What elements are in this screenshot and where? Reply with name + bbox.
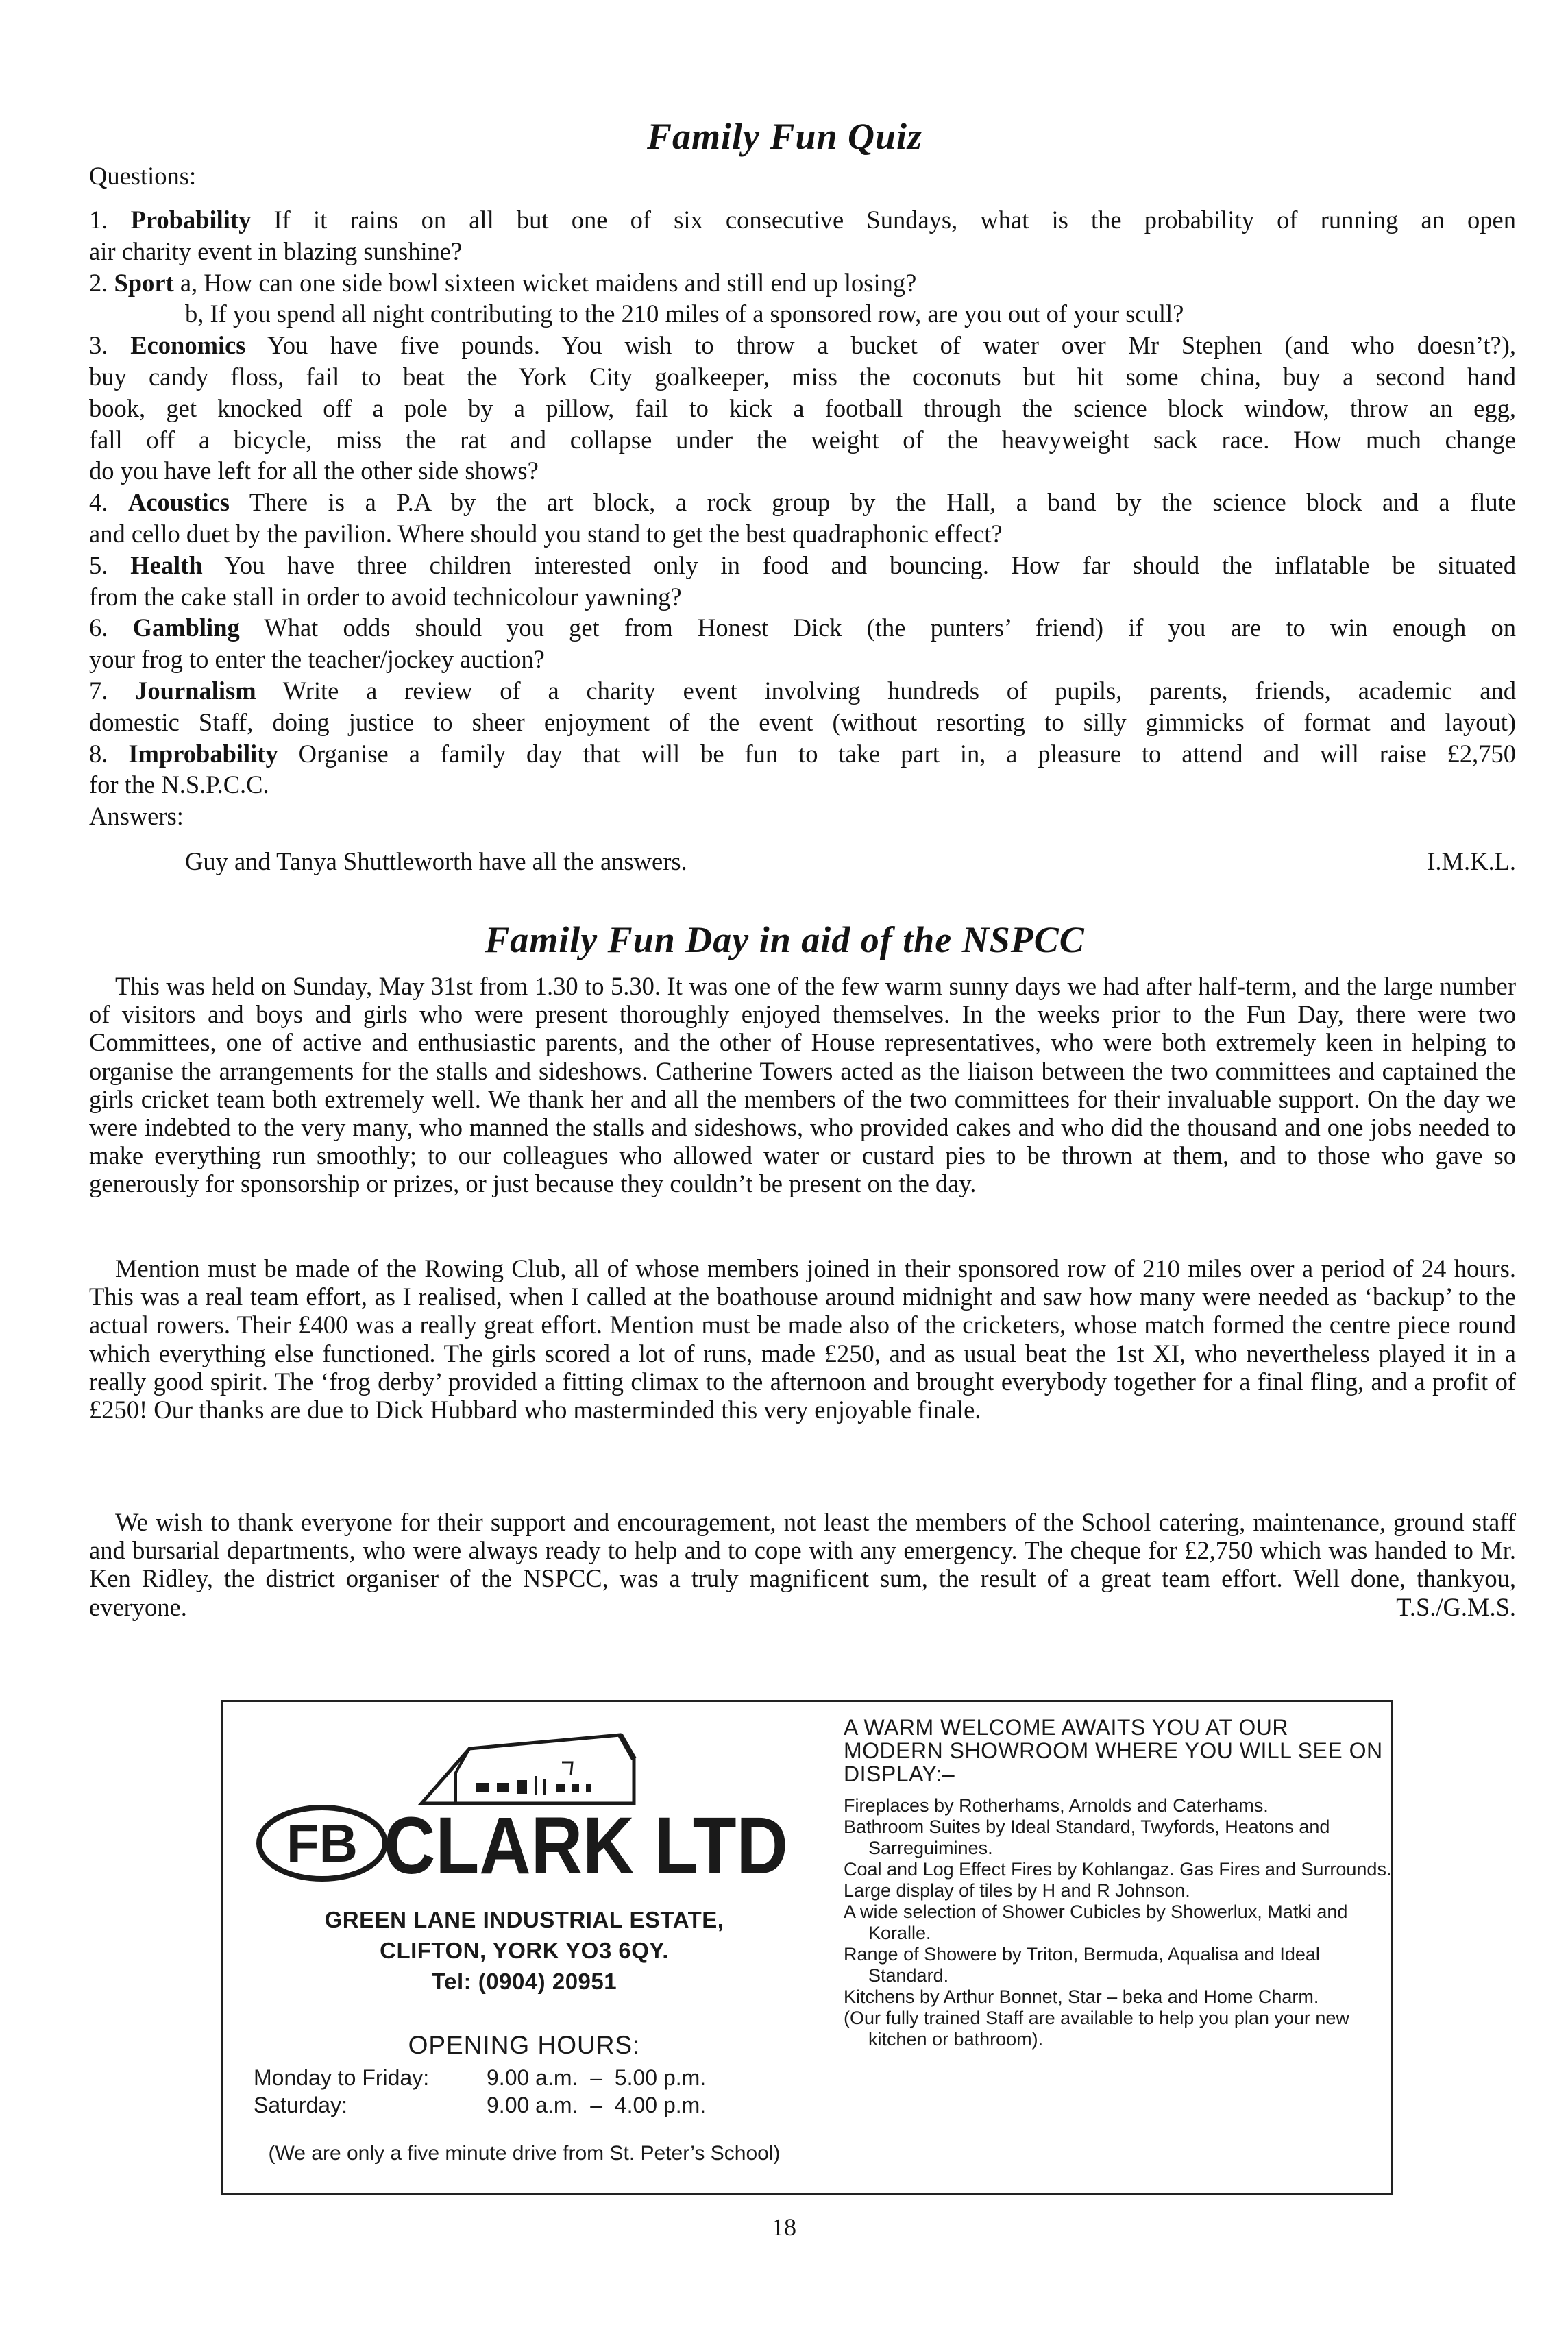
page-number: 18 bbox=[772, 2213, 796, 2241]
list-item: Coal and Log Effect Fires by Kohlangaz. Gas Fires and Surrounds. bbox=[844, 1859, 1392, 1880]
question-text: buy candy floss, fail to beat the York City goalkeeper, miss the coconuts but hit some china, buy a second hand bbox=[89, 363, 1516, 391]
quiz-line bbox=[89, 583, 1516, 611]
list-item: Kitchens by Arthur Bonnet, Star – beka and Home Charm. bbox=[844, 1986, 1319, 2007]
hours-row bbox=[254, 2091, 816, 2119]
question-text: b, If you spend all night contributing to the 210 miles of a sponsored row, are you out of your scull? bbox=[185, 300, 1184, 328]
question-text: from the cake stall in order to avoid technicolour yawning? bbox=[89, 582, 682, 611]
question-heading: Economics bbox=[130, 331, 246, 360]
address-line-2: CLIFTON, YORK YO3 6QY. bbox=[380, 1938, 669, 1963]
question-text: a, How can one side bowl sixteen wicket maidens and still end up losing? bbox=[173, 268, 917, 297]
question-text: There is a P.A by the art block, a rock group by the Hall, a band by the science block and a flute bbox=[230, 488, 1517, 517]
list-item: Range of Showere by Triton, Bermuda, Aqualisa and Ideal Standard. bbox=[844, 1944, 1320, 1986]
list-item: (Our fully trained Staff are available to help you plan your new kitchen or bathroom). bbox=[844, 2008, 1349, 2050]
location-note-text: (We are only a five minute drive from St. Peter’s School) bbox=[268, 2142, 781, 2165]
quiz-answer-line bbox=[89, 847, 1516, 875]
quiz-line bbox=[89, 426, 1516, 454]
fb-logo-mark bbox=[259, 1808, 385, 1879]
question-number: 3. bbox=[89, 331, 108, 360]
question-heading: Acoustics bbox=[127, 488, 230, 517]
quiz-line bbox=[89, 331, 1516, 359]
showroom-welcome: A WARM WELCOME AWAITS YOU AT OUR MODERN SHOWROOM WHERE YOU WILL SEE ON DISPLAY:– bbox=[844, 1715, 1383, 1786]
quiz-line bbox=[89, 206, 1516, 234]
hours-row bbox=[254, 2064, 816, 2091]
quiz-line bbox=[89, 802, 1516, 830]
question-text: You have five pounds. You wish to throw a bucket of water over Mr Stephen (and who doesn’t?), bbox=[245, 331, 1516, 360]
quiz-line bbox=[89, 551, 1516, 579]
opening-hours-heading: OPENING HOURS: bbox=[408, 2031, 641, 2059]
question-text: Organise a family day that will be fun to take part in, a pleasure to attend and will raise £2,750 bbox=[278, 739, 1517, 768]
funday-paragraph-2: Mention must be made of the Rowing Club, all of whose members joined in their sponsored row of 210 miles over a period of 24 hours. This was a real team effort, as I realised, when I called at the boathouse around midnight and saw how many were needed as ‘backup’ to the actual rowers. Their £400 was a really great effort. Mention must be made also of the cricketers, whose match formed the centre piece round which everything else functioned. The girls scored a lot of runs, made £250, and as usual beat the 1st XI, who nevertheless played it in a really good spirit. The ‘frog derby’ provided a fitting climax to the afternoon and brought everybody together for a final fling, and a profit of £250! Our thanks are due to Dick Hubbard who masterminded this very enjoyable finale. bbox=[89, 1254, 1516, 1424]
opening-hours bbox=[254, 2064, 816, 2119]
quiz-line bbox=[89, 488, 1516, 516]
quiz-line bbox=[89, 363, 1516, 391]
question-text: You have three children interested only in food and bouncing. How far should the inflatable be situated bbox=[202, 550, 1516, 579]
question-heading: Improbability bbox=[128, 739, 278, 768]
logo-company-name: CLARK LTD bbox=[384, 1801, 788, 1891]
quiz-line bbox=[89, 613, 1516, 642]
hours-day: Monday to Friday: bbox=[254, 2065, 430, 2090]
question-text: and cello duet by the pavilion. Where should you stand to get the best quadraphonic effect? bbox=[89, 520, 1003, 548]
question-text: If it rains on all but one of six consecutive Sundays, what is the probability of running an open bbox=[251, 206, 1517, 234]
quiz-line bbox=[89, 394, 1516, 422]
funday-paragraph-3 bbox=[89, 1508, 1516, 1621]
question-heading: Gambling bbox=[132, 613, 240, 642]
question-text: Answers: bbox=[89, 802, 184, 831]
question-number: 6. bbox=[89, 613, 108, 642]
quiz-signature: I.M.K.L. bbox=[1427, 847, 1516, 875]
list-item: Large display of tiles by H and R Johnson. bbox=[844, 1880, 1190, 1901]
question-number: 5. bbox=[89, 550, 108, 579]
quiz-line bbox=[89, 269, 1516, 297]
hours-time: 9.00 a.m. – 4.00 p.m. bbox=[487, 2093, 707, 2117]
question-heading: Journalism bbox=[135, 677, 256, 705]
questions-label: Questions: bbox=[89, 162, 197, 190]
question-number: 1. bbox=[89, 206, 108, 234]
clark-logo bbox=[250, 1721, 798, 1893]
hours-time: 9.00 a.m. – 5.00 p.m. bbox=[487, 2065, 707, 2090]
hours-day: Saturday: bbox=[254, 2093, 347, 2117]
ad-location-note bbox=[223, 2141, 826, 2167]
question-heading: Probability bbox=[130, 206, 252, 234]
quiz-line bbox=[89, 520, 1516, 548]
question-number: 7. bbox=[89, 677, 108, 705]
quiz-line bbox=[89, 237, 1516, 265]
question-heading: Sport bbox=[114, 268, 174, 297]
funday-signature: T.S./G.M.S. bbox=[1396, 1592, 1516, 1621]
funday-title: Family Fun Day in aid of the NSPCC bbox=[485, 919, 1085, 960]
question-number: 4. bbox=[89, 488, 108, 517]
clark-advertisement bbox=[221, 1700, 1393, 2195]
logo-mark-text: FB bbox=[286, 1813, 358, 1873]
question-text: book, get knocked off a pole by a pillow, fail to kick a football through the science block window, throw an egg, bbox=[89, 393, 1516, 422]
quiz-line bbox=[89, 457, 1516, 485]
question-text: Write a review of a charity event involving hundreds of pupils, parents, friends, academic and bbox=[256, 677, 1516, 705]
showroom-building-icon bbox=[421, 1735, 634, 1803]
ad-right-column bbox=[844, 1716, 1392, 2050]
question-text: fall off a bicycle, miss the rat and collapse under the weight of the heavyweight sack race. How much change bbox=[89, 425, 1516, 454]
funday-paragraph-1: This was held on Sunday, May 31st from 1.30 to 5.30. It was one of the few warm sunny days we had after half-term, and the large number of visitors and boys and girls who were present thoroughly enjoyed themselves. In the weeks prior to the Fun Day, there were two Committees, one of active and enthusiastic parents, and the other of House representatives, who were both extremely keen in helping to organise the arrangements for the stalls and sideshows. Catherine Towers acted as the liaison between the two committees and captained the girls cricket team both extremely well. We thank her and all the members of the two committees for their invaluable support. On the day we were indebted to the very many, who manned the stalls and sideshows, who provided cakes and who did the thousand and one jobs needed to make everything run smoothly; to our colleagues who allowed water or custard pies to be thrown at them, and to those who gave so generously for sponsorship or prizes, or just because they couldn’t be present on the day. bbox=[89, 972, 1516, 1198]
list-item: A wide selection of Shower Cubicles by Showerlux, Matki and Koralle. bbox=[844, 1901, 1348, 1943]
question-text: do you have left for all the other side shows? bbox=[89, 457, 539, 485]
ad-left-column bbox=[223, 1702, 826, 2193]
question-text: for the N.S.P.C.C. bbox=[89, 770, 269, 799]
quiz-line bbox=[89, 645, 1516, 673]
question-number: 8. bbox=[89, 739, 108, 768]
quiz-title: Family Fun Quiz bbox=[646, 116, 923, 157]
ad-address bbox=[223, 1904, 826, 1997]
quiz-line bbox=[89, 708, 1516, 736]
quiz-line bbox=[89, 770, 1516, 799]
quiz-answer: Guy and Tanya Shuttleworth have all the answers. bbox=[185, 847, 687, 875]
question-number: 2. bbox=[89, 268, 108, 297]
quiz-line bbox=[89, 740, 1516, 768]
list-item: Bathroom Suites by Ideal Standard, Twyfords, Heatons and Sarreguimines. bbox=[844, 1816, 1330, 1858]
showroom-items bbox=[844, 1795, 1392, 2050]
question-heading: Health bbox=[130, 550, 203, 579]
telephone: Tel: (0904) 20951 bbox=[431, 1969, 617, 1994]
list-item: Fireplaces by Rotherhams, Arnolds and Caterhams. bbox=[844, 1795, 1269, 1816]
address-line-1: GREEN LANE INDUSTRIAL ESTATE, bbox=[324, 1907, 724, 1932]
question-text: domestic Staff, doing justice to sheer enjoyment of the event (without resorting to silly gimmicks of format and layout) bbox=[89, 707, 1516, 736]
question-text: air charity event in blazing sunshine? bbox=[89, 236, 463, 265]
quiz-line bbox=[89, 677, 1516, 705]
quiz-line bbox=[89, 300, 1516, 328]
question-text: your frog to enter the teacher/jockey auction? bbox=[89, 645, 545, 674]
funday-paragraph-3-text: We wish to thank everyone for their support and encouragement, not least the members of the School catering, maintenance, ground staff and bursarial departments, who were always ready to help and to cope with any emergency. The cheque for £2,750 which was handed to Mr. Ken Ridley, the district organiser of the NSPCC, was a truly magnificent sum, the result of a great team effort. Well done, thankyou, everyone. bbox=[89, 1508, 1516, 1621]
question-text: What odds should you get from Honest Dick (the punters’ friend) if you are to win enough on bbox=[239, 613, 1516, 642]
